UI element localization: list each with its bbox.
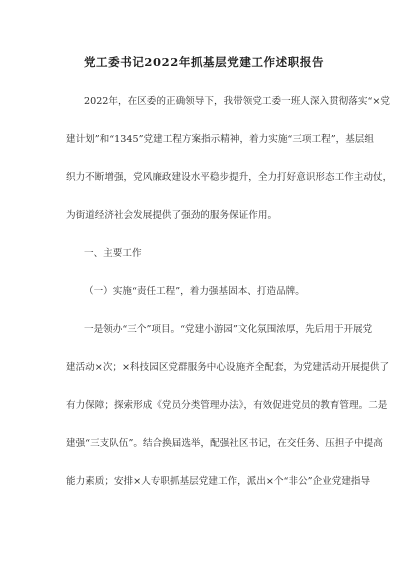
paragraph-line: 建活动×次；×科技园区党群服务中心设施齐全配套，为党建活动开展提供了 (66, 362, 390, 373)
paragraph-line: 能力素质；安排×人专职抓基层党建工作，派出×个“非公”企业党建指导 (66, 476, 371, 487)
paragraph-line: 建计划”和“1345”党建工程方案指示精神，着力实施“三项工程”，基层组 (66, 134, 374, 145)
paragraph-line: 织力不断增强，党风廉政建设水平稳步提升，全力打好意识形态工作主动仗， (66, 172, 393, 183)
section-heading: 一、主要工作 (84, 248, 142, 259)
paragraph-line: 一是领办“三个”项目。“党建小游园”文化氛围浓厚，先后用于开展党 (84, 324, 373, 335)
paragraph-line: 建强“三支队伍”。结合换届选举，配强社区书记，在交任务、压担子中提高 (66, 438, 383, 449)
document-title: 党工委书记2022年抓基层党建工作述职报告 (83, 55, 325, 69)
paragraph-line: 2022年，在区委的正确领导下，我带领党工委一班人深入贯彻落实“×党 (84, 96, 390, 107)
paragraph-line: 有力保障；探索形成《党员分类管理办法》，有效促进党员的教育管理。二是 (66, 400, 388, 411)
subsection-heading: （一）实施“责任工程”，着力强基固本、打造品牌。 (84, 286, 305, 297)
paragraph-line: 为街道经济社会发展提供了强劲的服务保证作用。 (66, 210, 278, 221)
